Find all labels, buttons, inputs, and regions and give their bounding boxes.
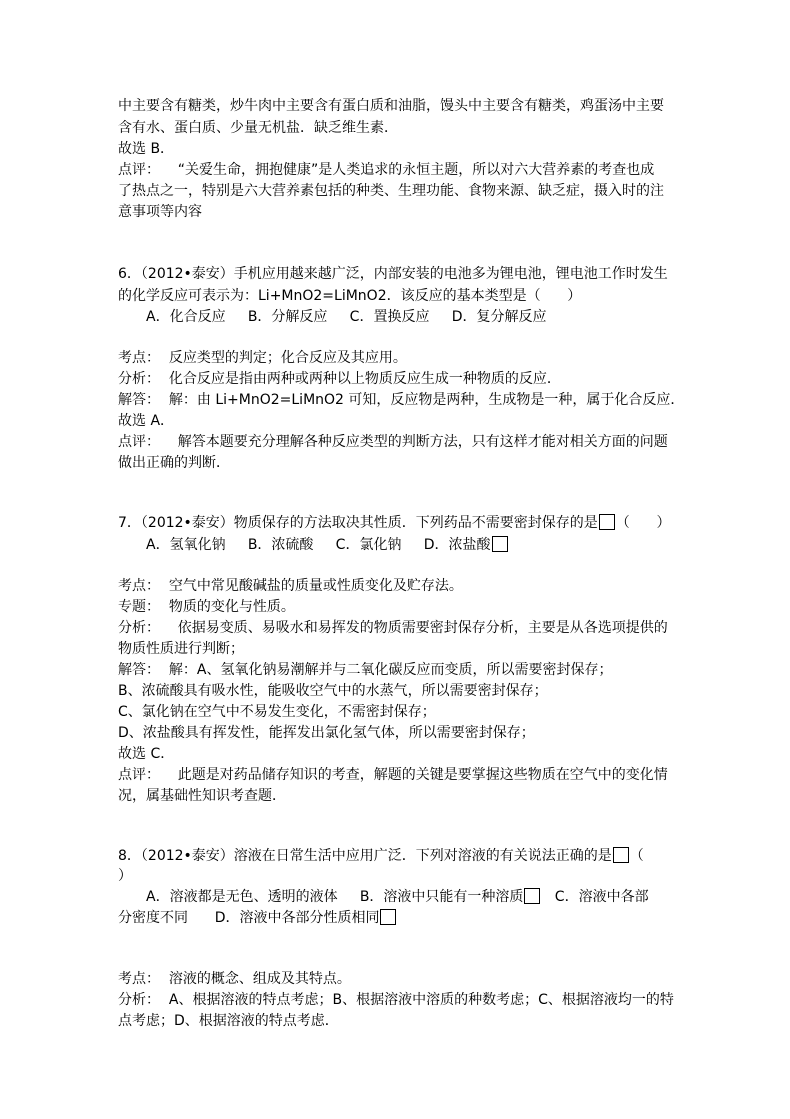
q6-comment-line: 点评： 解答本题要充分理解各种反应类型的判断方法，只有这样才能对相关方面的问题 [118, 434, 668, 450]
q8-stem-line [118, 846, 644, 866]
q7-answer: 故选 C． [118, 746, 175, 762]
q6-kaodian: 考点： 反应类型的判定；化合反应及其应用。 [118, 350, 407, 366]
q8-options: A．溶液都是无色、透明的液体 B．溶液中只能有一种溶质 [146, 889, 524, 905]
q5-answer: 故选 B． [118, 141, 175, 157]
q6-jieda: 解答： 解：由 Li+MnO2=LiMnO2 可知，反应物是两种，生成物是一种，属于化合反应． [118, 392, 685, 408]
q8-options-line [118, 908, 397, 928]
q6-stem-line: 的化学反应可表示为：Li+MnO2=LiMnO2．该反应的基本类型是（ ） [118, 288, 582, 304]
q7-fenxi-line: 分析： 依据易变质、易吸水和易挥发的物质需要密封保存分析，主要是从各选项提供的 [118, 620, 668, 636]
q7-fenxi-line: 物质性质进行判断； [118, 641, 244, 657]
q6-options: A．化合反应 B．分解反应 C．置换反应 D．复分解反应 [146, 309, 547, 325]
q8-options-line [146, 887, 649, 907]
q5-comment-line: 意事项等内容 [118, 204, 202, 220]
q7-stem-text: 7．（2012•泰安）物质保存的方法取决其性质．下列药品不需要密封保存的是 [118, 515, 598, 531]
q8-stem-line: ） [118, 868, 132, 884]
q6-answer: 故选 A． [118, 413, 175, 429]
q7-options: A．氢氧化钠 B．浓硫酸 C．氯化钠 D．浓盐酸 [146, 537, 491, 553]
q8-stem-paren: （ [629, 848, 644, 864]
q5-comment-line: 了热点之一，特别是六大营养素包括的种类、生理功能、食物来源、缺乏症，摄入时的注 [118, 183, 664, 199]
q7-stem-paren: （ ） [615, 515, 671, 531]
q8-stem-text: 8．（2012•泰安）溶液在日常生活中应用广泛．下列对溶液的有关说法正确的是 [118, 848, 612, 864]
q7-stem-line [118, 513, 671, 533]
q7-jieda-line: 解答： 解：A、氢氧化钠易潮解并与二氧化碳反应而变质，所以需要密封保存； [118, 662, 613, 678]
q7-kaodian: 考点： 空气中常见酸碱盐的质量或性质变化及贮存法。 [118, 578, 463, 594]
q7-options-line [146, 535, 509, 555]
q6-fenxi: 分析： 化合反应是指由两种或两种以上物质反应生成一种物质的反应． [118, 371, 561, 387]
q8-fenxi-line: 点考虑；D、根据溶液的特点考虑． [118, 1013, 339, 1029]
q6-stem-line: 6．（2012•泰安）手机应用越来越广泛，内部安装的电池多为锂电池，锂电池工作时发生 [118, 266, 668, 282]
q7-zhuanti: 专题： 物质的变化与性质。 [118, 599, 295, 615]
answer-blank-box [599, 514, 615, 530]
q7-jieda-line: B、浓硫酸具有吸水性，能吸收空气中的水蒸气，所以需要密封保存； [118, 683, 548, 699]
answer-blank-box [613, 847, 629, 863]
q6-comment-line: 做出正确的判断． [118, 455, 230, 471]
q8-options: 分密度不同 D．溶液中各部分性质相同 [118, 910, 380, 926]
q5-text-line: 含有水、蛋白质、少量无机盐．缺乏维生素． [118, 120, 398, 136]
answer-blank-box [492, 536, 508, 552]
q7-comment-line: 点评： 此题是对药品储存知识的考查，解题的关键是要掌握这些物质在空气中的变化情 [118, 767, 668, 783]
q7-jieda-line: C、氯化钠在空气中不易发生变化，不需密封保存； [118, 704, 436, 720]
q7-jieda-line: D、浓盐酸具有挥发性，能挥发出氯化氢气体，所以需要密封保存； [118, 725, 535, 741]
q5-text-line: 中主要含有糖类，炒牛肉中主要含有蛋白质和油脂，馒头中主要含有糖类，鸡蛋汤中主要 [118, 98, 664, 114]
answer-blank-box [524, 888, 540, 904]
answer-blank-box [380, 909, 396, 925]
q5-comment-line: 点评： “关爱生命，拥抱健康”是人类追求的永恒主题，所以对六大营养素的考查也成 [118, 162, 655, 178]
q7-comment-line: 况，属基础性知识考查题． [118, 788, 286, 804]
q8-kaodian: 考点： 溶液的概念、组成及其特点。 [118, 971, 351, 987]
q8-options: C．溶液中各部 [541, 889, 649, 905]
q8-fenxi-line: 分析： A、根据溶液的特点考虑；B、根据溶液中溶质的种数考虑；C、根据溶液均一的特 [118, 992, 674, 1008]
